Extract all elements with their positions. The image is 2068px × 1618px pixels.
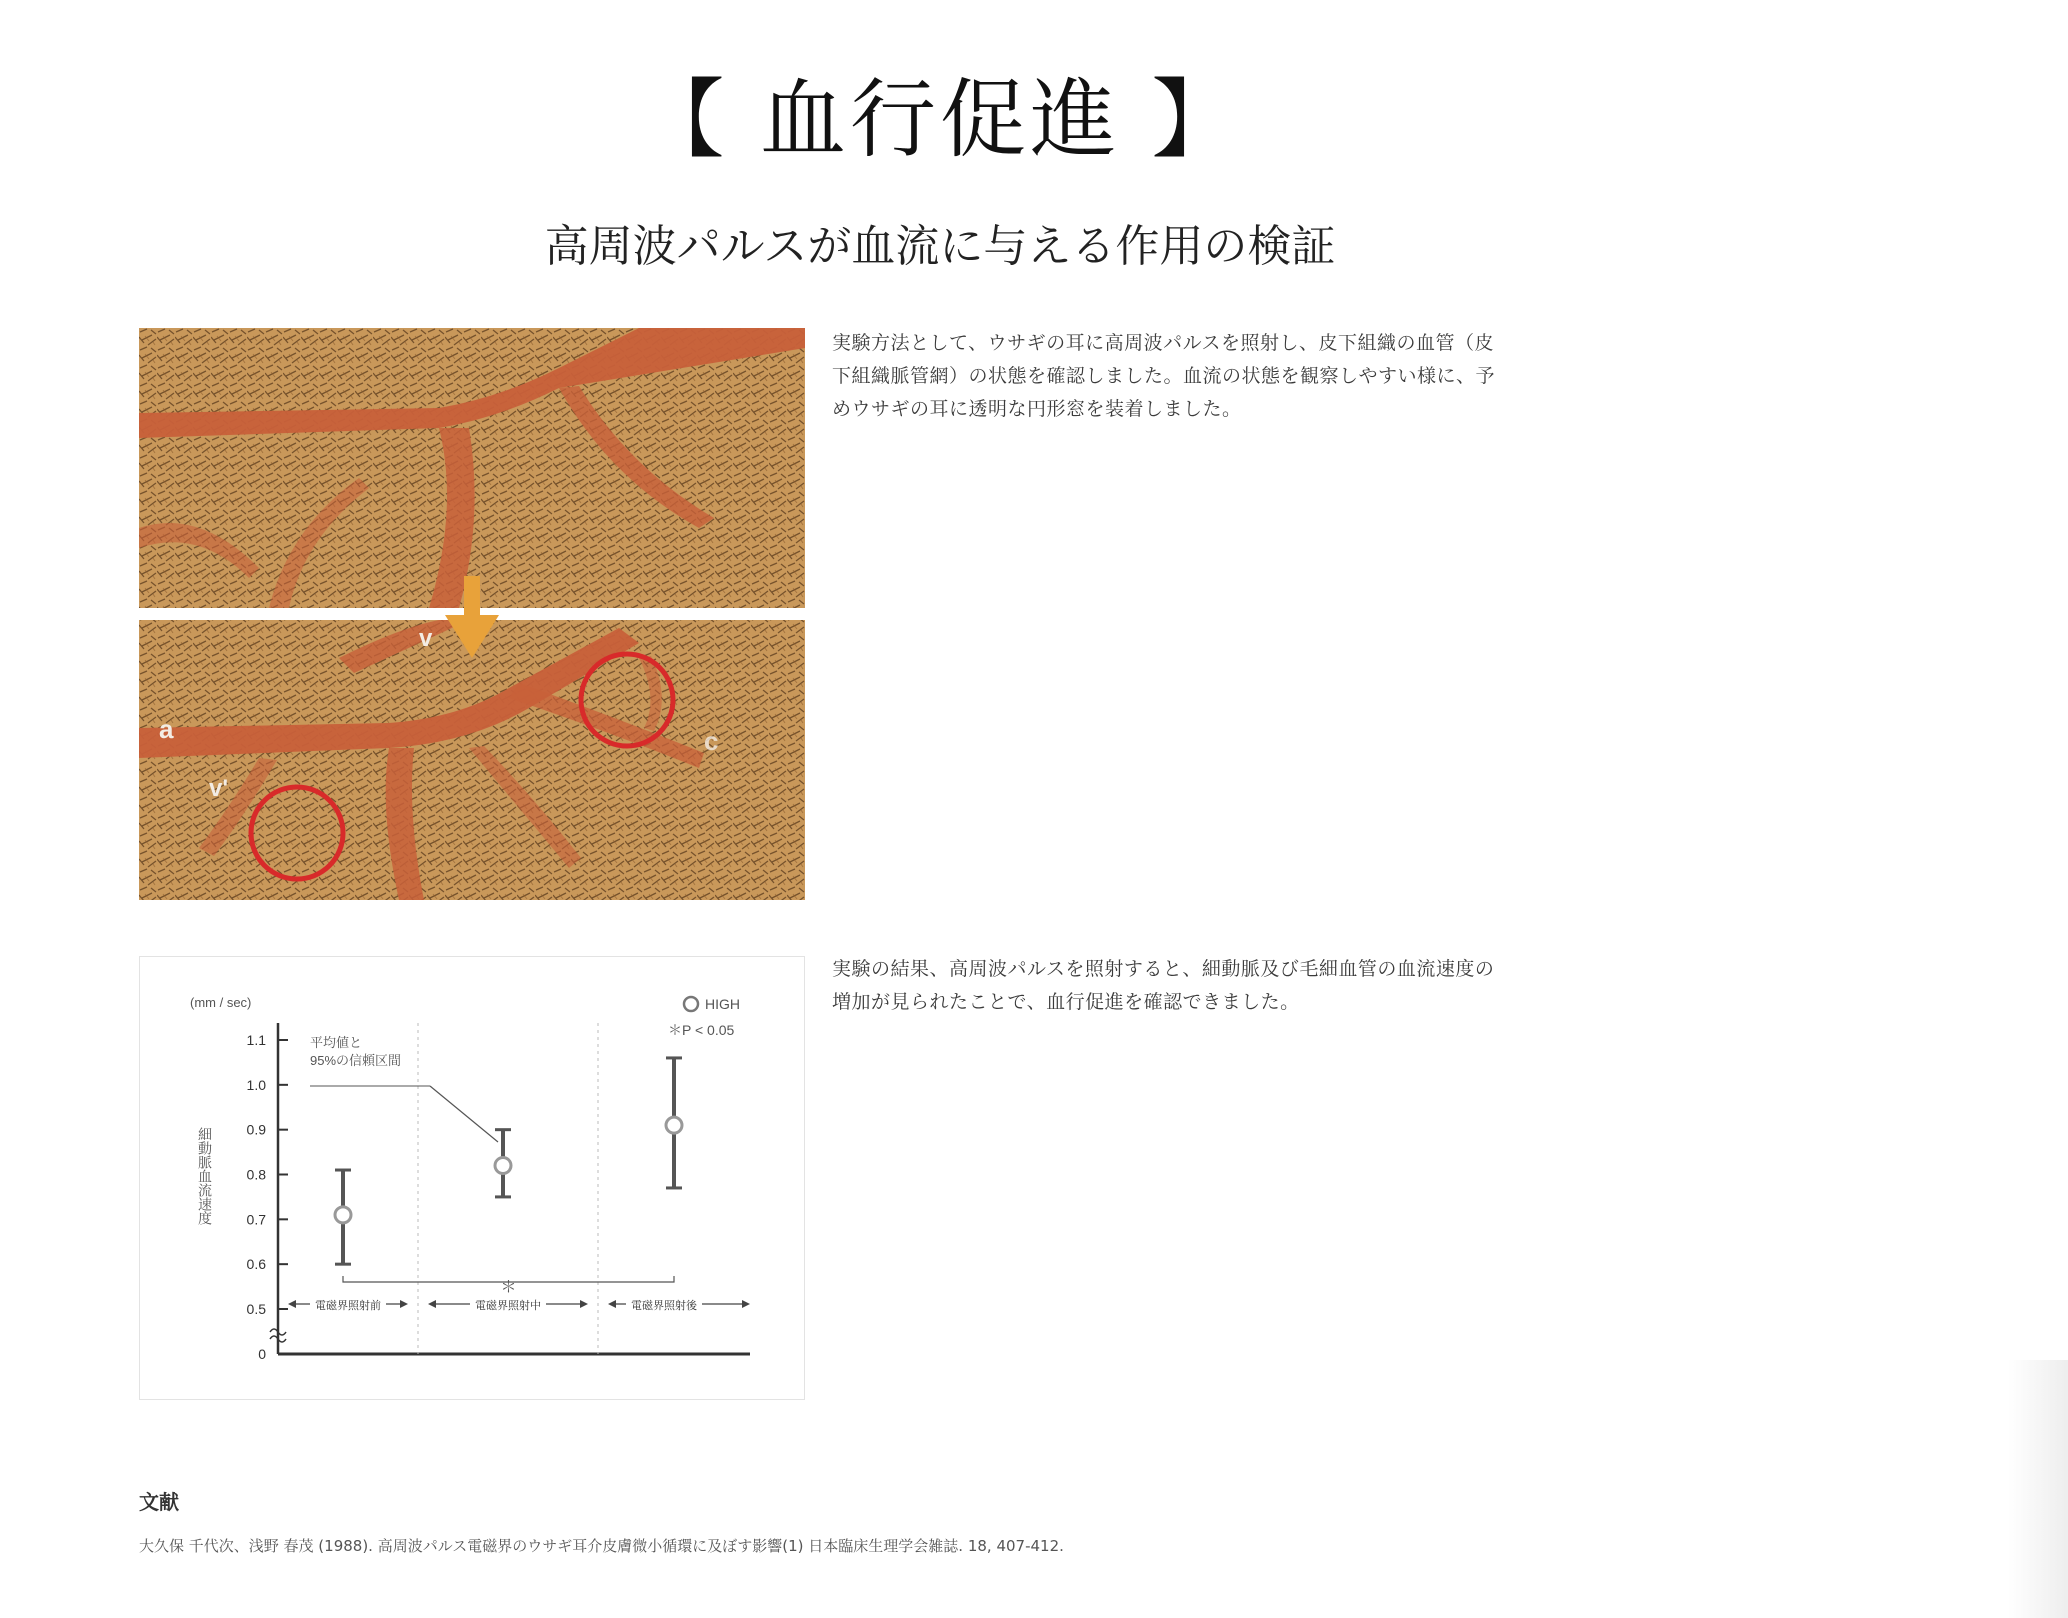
result-description: 実験の結果、高周波パルスを照射すると、細動脈及び毛細血管の血流速度の増加が見られたことで、血行促進を確認できました。 [832,958,1495,1013]
significance-mark: ＊ [500,1279,517,1296]
y-tick-label: 0.5 [246,1301,266,1317]
page-subtitle: 高周波パルスが血流に与える作用の検証 [544,221,1336,272]
category-arrow-left-icon [428,1300,436,1308]
data-point [666,1117,682,1133]
reference-heading: 文献 [139,1490,179,1514]
legend-significance-label: ＊P < 0.05 [668,1022,735,1038]
y-tick-label: 0.6 [246,1256,266,1273]
y-tick-label: 1.0 [246,1076,266,1093]
category-arrow-left-icon [608,1300,616,1308]
data-point [335,1207,351,1223]
category-label: 電磁界照射後 [631,1300,697,1312]
microscope-photo-svg [139,328,805,900]
vessel-label-c: c [704,726,719,756]
method-description: 実験方法として、ウサギの耳に高周波パルスを照射し、皮下組織の血管（皮下組織脈管網）の状態を確認しました。血流の状態を観察しやすい様に、予めウサギの耳に透明な円形窓を装着しました。 [832,332,1496,420]
category-arrow-left-icon [288,1300,296,1308]
photo-bottom-panel [139,620,805,900]
y-tick-label: 0.9 [246,1121,266,1138]
photo-top-panel [139,328,805,608]
page-edge-shadow [2008,1360,2068,1618]
y-tick-label: 1.1 [246,1032,266,1048]
chart-y-axis-label: 細動脈血流速度 [197,1127,213,1225]
category-arrow-right-icon [400,1300,408,1308]
annotation-line-2: 95%の信頼区間 [310,1053,402,1068]
chart-layer [247,1023,750,1362]
microscope-photo [139,328,805,900]
chart-annotation [310,1035,401,1068]
data-point [495,1158,511,1174]
y-tick-label: 0.8 [246,1166,266,1183]
chart-svg [140,957,804,1399]
vessel-label-v-prime: v' [209,775,229,802]
category-label: 電磁界照射中 [475,1300,541,1312]
chart-legend [668,996,740,1038]
blood-flow-chart [139,956,805,1400]
legend-marker-icon [684,997,698,1011]
legend-series-label: HIGH [705,996,740,1012]
y-tick-label: 0 [258,1346,266,1362]
category-label: 電磁界照射前 [315,1300,381,1312]
y-tick-label: 0.7 [246,1211,266,1228]
reference-citation: 大久保 千代次、浅野 春茂 (1988). 高周波パルス電磁界のウサギ耳介皮膚微小循環に及ぼす影響(1) 日本臨床生理学会雑誌. 18, 407-412. [139,1537,1064,1555]
annotation-leader-line [430,1086,498,1142]
category-arrow-right-icon [742,1300,750,1308]
vessel-label-v: v [419,625,433,652]
category-arrow-right-icon [580,1300,588,1308]
annotation-line-1: 平均値と [310,1035,363,1050]
page-title: 【 血行促進 】 [638,70,1242,170]
chart-unit-label: (mm / sec) [190,995,252,1010]
vessel-label-a: a [159,714,174,744]
